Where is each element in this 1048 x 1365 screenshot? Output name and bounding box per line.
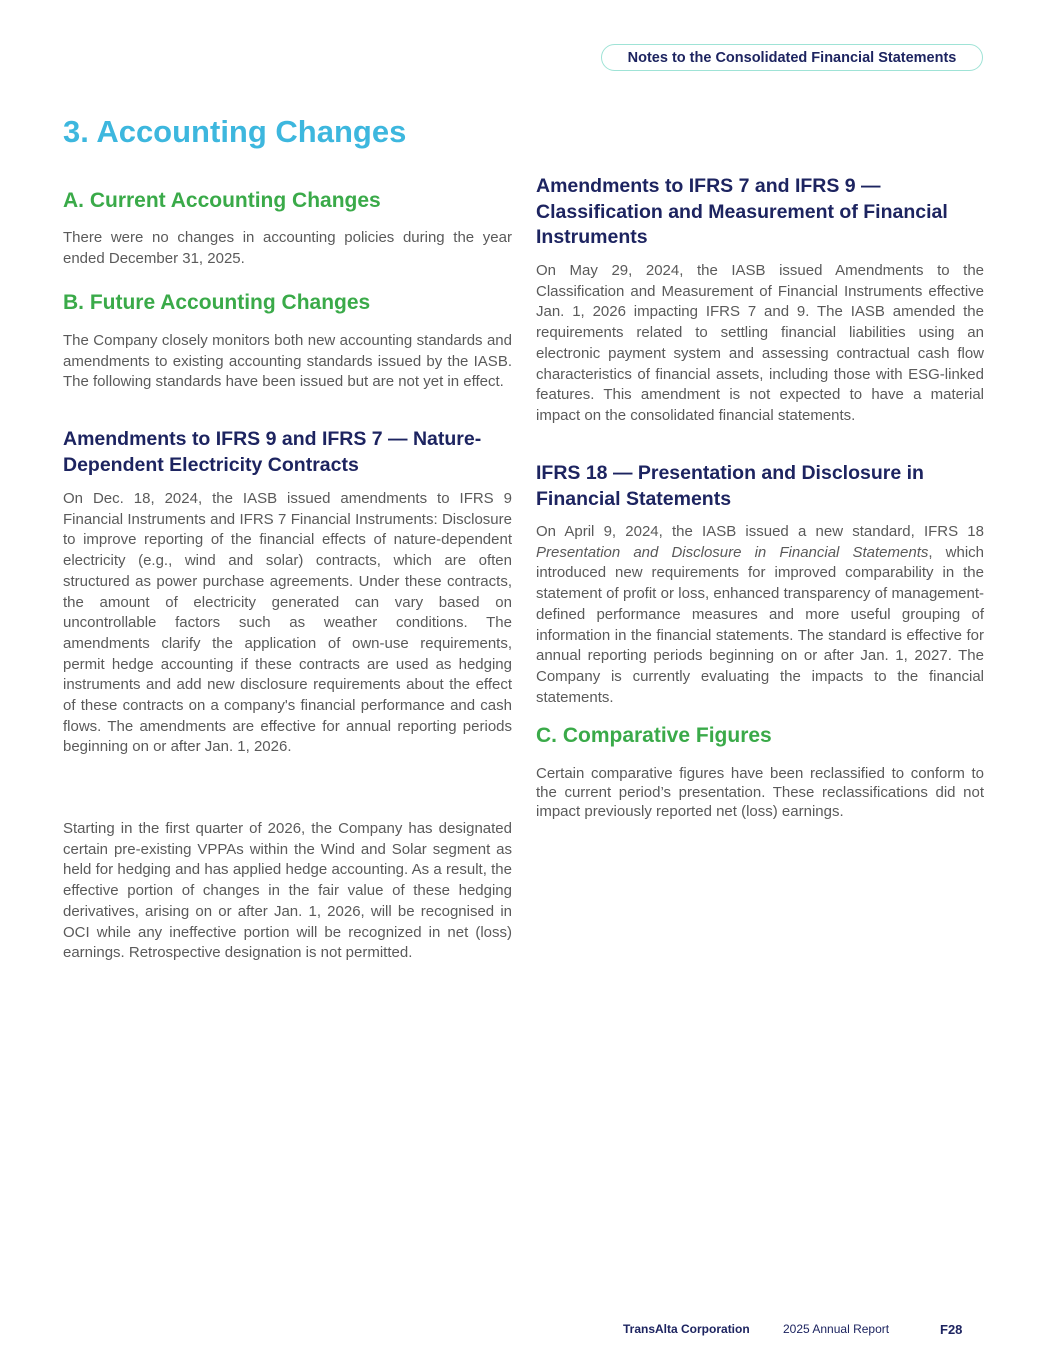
footer-report: 2025 Annual Report [783,1322,890,1336]
paragraph-future-changes: The Company closely monitors both new accounting standards and amendments to existing accounting standards issued by the IASB. The following standards have been issued but are not yet in effect. [63,332,512,391]
paragraph-ifrs9-ifrs7-nature-2: Starting in the first quarter of 2026, the Company has designated certain pre-existing VPPAs within the Wind and Solar segment as held for hedging and has applied hedge accounting. As a result, the effective portion of changes in the fair value of these hedging derivatives, arising on or after Jan. 1, 2026, will be recognised in OCI while any ineffective portion will be recognized in net (loss) earnings. Retrospective designation is not permitted. [63,820,512,962]
paragraph-ifrs7-ifrs9-classification: On May 29, 2024, the IASB issued Amendments to the Classification and Measurement of Financial Instruments effective Jan. 1, 2026 impacting IFRS 7 and 9. The IASB amended the requirements related to settling financial liabilities using an electronic payment system and assessing contractual cash flow characteristics of financial assets, including those with ESG-linked features. This amendment is not expected to have a material impact on the consolidated financial statements. [536,262,984,424]
paragraph-comparative-figures: Certain comparative figures have been reclassified to conform to the current period’s presentation. These reclassifications did not impact previously reported net (loss) earnings. [536,765,984,820]
ifrs18-text-end: , which introduced new requirements for improved comparability in the statement of profit or loss, enhanced transparency of management-defined performance measures and more useful grouping of information in the financial statements. The standard is effective for annual reporting periods beginning on or after Jan. 1, 2027. The Company is currently evaluating the impacts to the financial statements. [536,543,984,706]
paragraph-current-changes: There were no changes in accounting policies during the year ended December 31, 2025. [63,229,512,267]
heading-ifrs7-ifrs9-classification: Amendments to IFRS 7 and IFRS 9 — Classification and Measurement of Financial Instruments [536,175,948,248]
heading-ifrs18: IFRS 18 — Presentation and Disclosure in Financial Statements [536,462,924,510]
ifrs18-standard-title: Presentation and Disclosure in Financial Statements [536,543,929,561]
page-title: 3. Accounting Changes [63,114,407,149]
ifrs18-text-start: On April 9, 2024, the IASB issued a new standard, IFRS 18 [536,523,984,540]
page-number: F28 [940,1322,963,1337]
heading-comparative-figures: C. Comparative Figures [536,724,772,747]
section-label-badge: Notes to the Consolidated Financial Statements [601,44,983,71]
paragraph-ifrs18 [536,522,984,708]
paragraph-ifrs9-ifrs7-nature-1: On Dec. 18, 2024, the IASB issued amendments to IFRS 9 Financial Instruments and IFRS 7 Financial Instruments: Disclosure to improve reporting of the financial effects of nature-dependent electricity (e.g., wind and solar) contracts, which are often structured as power purchase agreements. Under these contracts, the amount of electricity generated can vary based on uncontrollable factors such as weather conditions. The amendments clarify the application of own-use requirements, permit hedge accounting if these contracts are used as hedging instruments and add new disclosure requirements about the effect of these contracts on a company's financial performance and cash flows. The amendments are effective for annual reporting periods beginning on or after Jan. 1, 2026. [63,490,512,756]
heading-future-changes: B. Future Accounting Changes [63,291,371,314]
footer-company: TransAlta Corporation [623,1322,750,1336]
heading-current-changes: A. Current Accounting Changes [63,189,381,212]
heading-ifrs9-ifrs7-nature: Amendments to IFRS 9 and IFRS 7 — Nature-Dependent Electricity Contracts [63,428,482,476]
